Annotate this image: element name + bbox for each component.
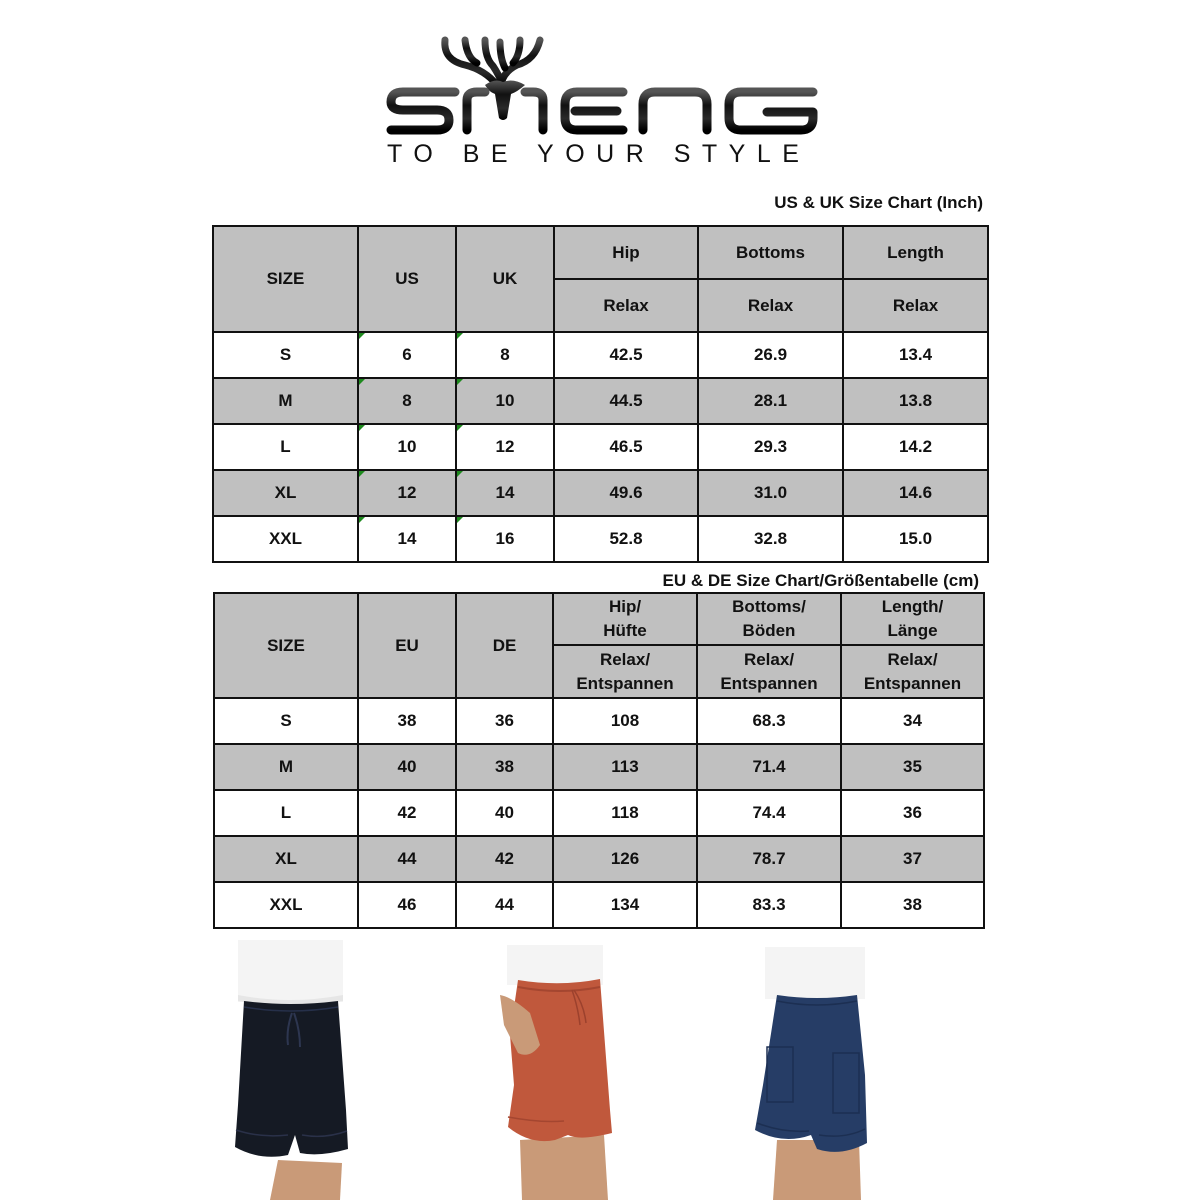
cell-uk: 14 — [456, 470, 554, 516]
cell-length: 38 — [841, 882, 984, 928]
cell-length: 36 — [841, 790, 984, 836]
cell-us: 10 — [358, 424, 456, 470]
header-length-relax — [841, 645, 984, 698]
cell-bottoms: 71.4 — [697, 744, 841, 790]
header-hip-de: Hüfte — [603, 621, 647, 640]
cell-bottoms: 28.1 — [698, 378, 843, 424]
brand-tagline: TO BE YOUR STYLE — [387, 140, 811, 168]
entspannen-label: Entspannen — [863, 673, 962, 693]
header-length-relax: Relax — [843, 279, 988, 332]
cell-bottoms: 29.3 — [698, 424, 843, 470]
cell-eu: 38 — [358, 698, 456, 744]
eu-de-size-table — [213, 592, 985, 929]
us-uk-size-table — [212, 225, 989, 563]
product-photos — [200, 935, 1000, 1200]
header-length-de: Länge — [887, 621, 938, 640]
cell-hip: 108 — [553, 698, 697, 744]
entspannen-label: Entspannen — [720, 673, 818, 693]
cell-eu: 46 — [358, 882, 456, 928]
header-bottoms-en: Bottoms/ — [732, 597, 806, 616]
deer-antler-logo-icon — [385, 30, 820, 140]
table-row — [214, 882, 984, 928]
table-row — [213, 516, 988, 562]
cell-de: 38 — [456, 744, 553, 790]
cell-bottoms: 74.4 — [697, 790, 841, 836]
cell-bottoms: 83.3 — [697, 882, 841, 928]
cell-hip: 118 — [553, 790, 697, 836]
cell-size: M — [213, 378, 358, 424]
cell-eu: 42 — [358, 790, 456, 836]
cell-hip: 42.5 — [554, 332, 698, 378]
header-us: US — [358, 226, 456, 332]
table-row — [213, 470, 988, 516]
cell-bottoms: 26.9 — [698, 332, 843, 378]
table-row — [213, 332, 988, 378]
cell-de: 44 — [456, 882, 553, 928]
table-row — [213, 378, 988, 424]
black-shorts-front-image — [230, 935, 390, 1200]
cell-hip: 46.5 — [554, 424, 698, 470]
header-bottoms — [697, 593, 841, 645]
cell-length: 35 — [841, 744, 984, 790]
header-size: SIZE — [213, 226, 358, 332]
navy-shorts-back-image — [755, 935, 885, 1200]
header-de: DE — [456, 593, 553, 698]
cell-hip: 49.6 — [554, 470, 698, 516]
header-hip-relax — [553, 645, 697, 698]
cell-size: L — [214, 790, 358, 836]
us-uk-chart-caption: US & UK Size Chart (Inch) — [774, 193, 983, 212]
cell-hip: 126 — [553, 836, 697, 882]
cell-uk: 16 — [456, 516, 554, 562]
header-hip-en: Hip/ — [608, 597, 642, 616]
cell-us: 6 — [358, 332, 456, 378]
entspannen-label: Entspannen — [576, 673, 674, 693]
cell-length: 13.8 — [843, 378, 988, 424]
table-row — [214, 744, 984, 790]
header-bottoms-de: Böden — [742, 621, 796, 640]
header-hip: Hip — [554, 226, 698, 279]
cell-size: M — [214, 744, 358, 790]
cell-size: XXL — [214, 882, 358, 928]
header-length-en: Length/ — [881, 597, 944, 616]
cell-hip: 44.5 — [554, 378, 698, 424]
cell-size: XL — [213, 470, 358, 516]
cell-hip: 134 — [553, 882, 697, 928]
cell-size: XL — [214, 836, 358, 882]
cell-size: S — [214, 698, 358, 744]
header-length: Length — [843, 226, 988, 279]
relax-label: Relax/ — [743, 649, 795, 669]
cell-us: 14 — [358, 516, 456, 562]
eu-de-chart-caption: EU & DE Size Chart/Größentabelle (cm) — [662, 571, 979, 590]
cell-bottoms: 32.8 — [698, 516, 843, 562]
cell-de: 40 — [456, 790, 553, 836]
cell-length: 14.6 — [843, 470, 988, 516]
cell-length: 34 — [841, 698, 984, 744]
cell-de: 36 — [456, 698, 553, 744]
cell-uk: 8 — [456, 332, 554, 378]
cell-size: XXL — [213, 516, 358, 562]
header-length — [841, 593, 984, 645]
header-hip — [553, 593, 697, 645]
header-eu: EU — [358, 593, 456, 698]
cell-eu: 40 — [358, 744, 456, 790]
header-uk: UK — [456, 226, 554, 332]
cell-size: S — [213, 332, 358, 378]
cell-de: 42 — [456, 836, 553, 882]
cell-uk: 10 — [456, 378, 554, 424]
cell-length: 37 — [841, 836, 984, 882]
table-row — [213, 424, 988, 470]
table-row — [214, 836, 984, 882]
relax-label: Relax/ — [599, 649, 651, 669]
cell-length: 13.4 — [843, 332, 988, 378]
cell-uk: 12 — [456, 424, 554, 470]
cell-hip: 52.8 — [554, 516, 698, 562]
rust-shorts-side-image — [500, 935, 630, 1200]
cell-hip: 113 — [553, 744, 697, 790]
cell-size: L — [213, 424, 358, 470]
header-hip-relax: Relax — [554, 279, 698, 332]
cell-eu: 44 — [358, 836, 456, 882]
cell-us: 12 — [358, 470, 456, 516]
table-row — [214, 790, 984, 836]
header-size: SIZE — [214, 593, 358, 698]
header-bottoms-relax: Relax — [698, 279, 843, 332]
cell-length: 14.2 — [843, 424, 988, 470]
relax-label: Relax/ — [887, 649, 938, 669]
header-bottoms-relax — [697, 645, 841, 698]
cell-bottoms: 68.3 — [697, 698, 841, 744]
table-row — [214, 698, 984, 744]
cell-length: 15.0 — [843, 516, 988, 562]
cell-us: 8 — [358, 378, 456, 424]
header-bottoms: Bottoms — [698, 226, 843, 279]
cell-bottoms: 31.0 — [698, 470, 843, 516]
cell-bottoms: 78.7 — [697, 836, 841, 882]
